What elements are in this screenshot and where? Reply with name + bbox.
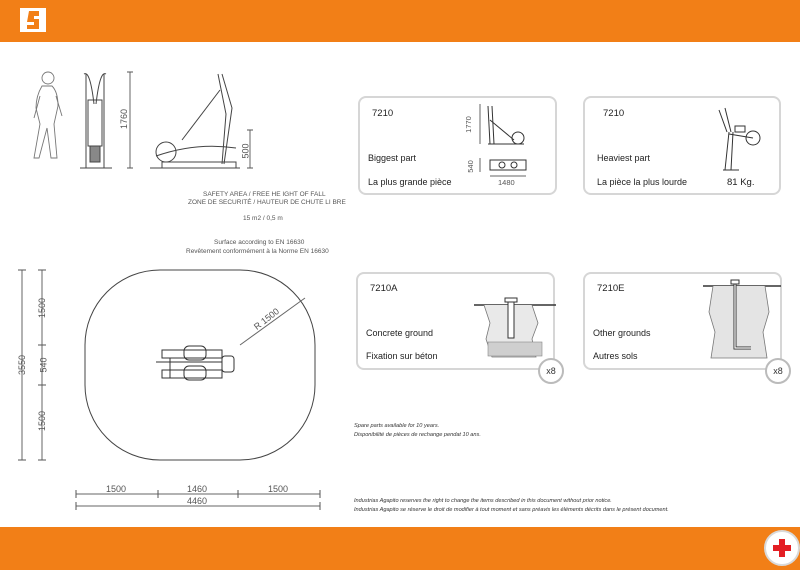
- bottom-dim-right: 1500: [268, 484, 289, 494]
- card-weight: 81 Kg.: [727, 177, 755, 188]
- machine-front-elevation: [80, 74, 112, 168]
- card-code: 7210E: [597, 283, 625, 294]
- bottom-dim-left: 1500: [106, 484, 127, 494]
- card-label-en: Concrete ground: [366, 328, 434, 338]
- biggest-part-drawing: [478, 100, 538, 186]
- card-code: 7210: [372, 108, 394, 119]
- lower-dimension: 500: [240, 143, 251, 159]
- card-label-en: Heaviest part: [597, 153, 651, 163]
- safety-title-en: SAFETY AREA / FREE HE IGHT OF FALL: [203, 191, 326, 198]
- surface-standard-en: Surface according to EN 16630: [214, 239, 305, 246]
- disclaimer-en: Industrias Agapito reserves the right to change the items described in this document without prior notice.: [354, 498, 612, 504]
- card-label-en: Biggest part: [368, 153, 417, 163]
- card-code: 7210: [603, 108, 625, 119]
- card-code: 7210A: [370, 283, 398, 294]
- card-other-grounds: [583, 272, 783, 376]
- card-heaviest-part: [583, 96, 781, 195]
- spare-parts-fr: Disponibilité de pièces de rechange pendat 10 ans.: [354, 432, 481, 438]
- card-label-fr: Autres sols: [593, 351, 638, 361]
- card-dim-width: 1480: [498, 178, 515, 187]
- surface-standard-fr: Revêtement conformément à la Norme EN 16630: [186, 248, 329, 255]
- left-dim-bottom: 1500: [37, 410, 48, 432]
- bottom-dim-total: 4460: [187, 496, 208, 506]
- safety-area-outline: [85, 270, 315, 460]
- card-label-fr: La pièce la plus lourde: [597, 177, 688, 187]
- disclaimer-fr: Industrias Agapito se réserve le droit de modifier à tout moment et sans préavis les éléments décrits dans le présent document.: [354, 507, 669, 513]
- bottom-dim-mid: 1460: [187, 484, 208, 494]
- card-dim-height: 1770: [463, 116, 473, 133]
- machine-side-elevation: [150, 74, 240, 168]
- card-biggest-part: [358, 96, 557, 195]
- heaviest-part-drawing: [705, 104, 765, 174]
- quantity-badge: x8: [538, 358, 564, 384]
- card-dim-depth: 540: [465, 160, 475, 173]
- left-dim-total: 3550: [17, 354, 28, 376]
- human-silhouette: [34, 72, 62, 158]
- left-dim-top: 1500: [37, 297, 48, 319]
- left-dim-mid: 540: [38, 357, 49, 373]
- card-concrete-ground: [356, 272, 556, 376]
- card-label-fr: Fixation sur béton: [366, 351, 438, 361]
- ground-anchor-drawing: [703, 276, 783, 364]
- card-label-en: Other grounds: [593, 328, 651, 338]
- safety-title-fr: ZONE DE SECURITÉ / HAUTEUR DE CHUTE LI BRE: [188, 199, 346, 206]
- concrete-fixing-drawing: [474, 290, 556, 360]
- safety-area-value: 15 m2 / 0,5 m: [243, 215, 283, 222]
- height-dimension: 1760: [119, 108, 130, 130]
- card-label-fr: La plus grande pièce: [368, 177, 452, 187]
- machine-plan-view: [156, 346, 234, 380]
- quantity-badge: x8: [765, 358, 791, 384]
- radius-label: R 1500: [251, 306, 282, 332]
- spare-parts-en: Spare parts available for 10 years.: [354, 423, 440, 429]
